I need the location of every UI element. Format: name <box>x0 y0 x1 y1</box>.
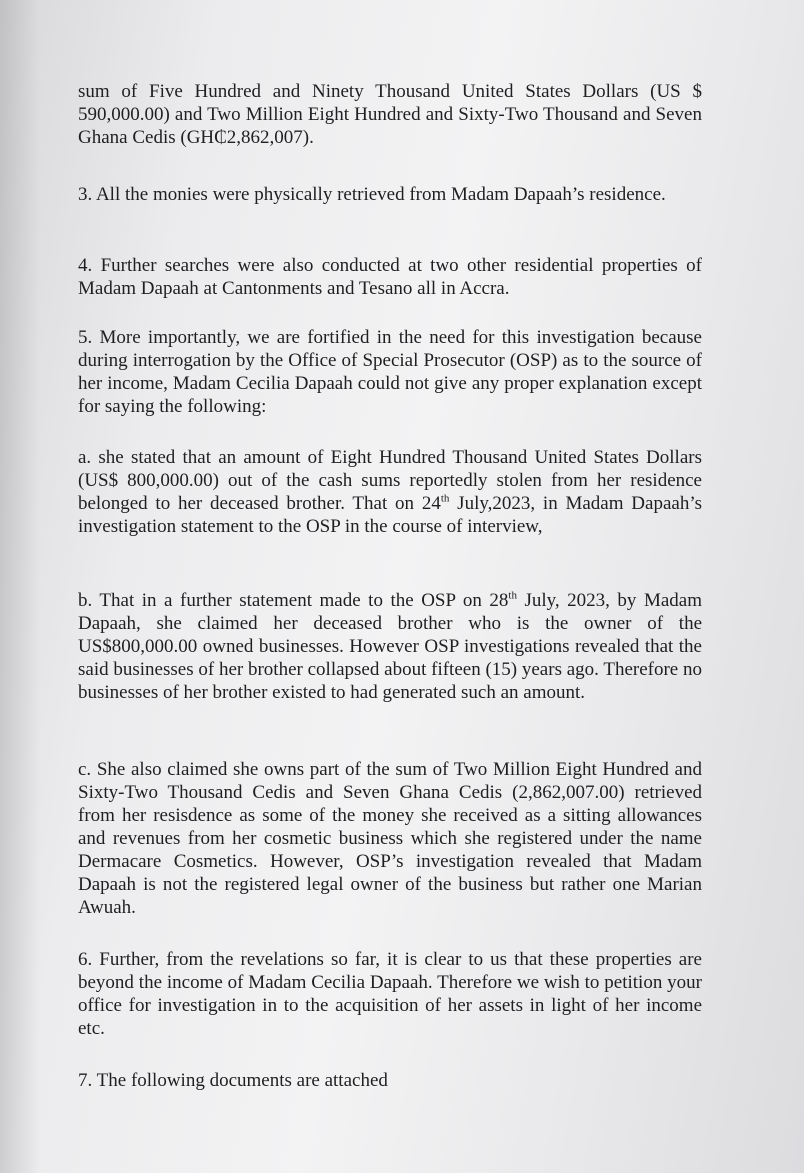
paragraph-6 <box>78 948 702 1040</box>
paragraph-7-text: 7. The following documents are attached <box>78 1070 388 1091</box>
paragraph-3 <box>78 183 702 206</box>
paragraph-a-text <box>78 446 702 538</box>
paragraph-c-text: c. She also claimed she owns part of the sum of Two Million Eight Hundred and Sixty-Two Thousand Cedis and Seven Ghana Cedis (2,862,007.00) retrieved from her resisdence as some of the money she received as a sitting allowances and revenues from her cosmetic business which she registered under the name Dermacare Cosmetics. However, OSP’s investigation revealed that Madam Dapaah is not the registered legal owner of the business but rather one Marian Awuah. <box>78 759 702 918</box>
paragraph-7 <box>78 1069 702 1092</box>
paragraph-a-sup: th <box>440 492 450 505</box>
page-shadow <box>0 0 40 1173</box>
paragraph-c <box>78 758 702 919</box>
paragraph-b-sup: th <box>508 589 517 602</box>
paragraph-4-text: 4. Further searches were also conducted at two other residential properties of Madam Dapaah at Cantonments and Tesano all in Accra. <box>78 255 702 299</box>
paragraph-5 <box>78 326 702 418</box>
paragraph-4 <box>78 254 702 300</box>
paragraph-b-part1: b. That in a further statement made to the OSP on 28 <box>78 590 509 611</box>
paragraph-b-text <box>78 589 702 704</box>
paragraph-a-part2: July,2023, in Madam Dapaah’s investigation statement to the OSP in the course of interview, <box>78 493 702 537</box>
paragraph-a-part1: a. she stated that an amount of Eight Hundred Thousand United States Dollars (US$ 800,000.00) out of the cash sums reportedly stolen from her residence belonged to her deceased brother. That on 24 <box>78 447 702 514</box>
paragraph-6-text: 6. Further, from the revelations so far, it is clear to us that these properties are beyond the income of Madam Cecilia Dapaah. Therefore we wish to petition your office for investigation in to the acquisition of her assets in light of her income etc. <box>78 949 702 1039</box>
paragraph-intro <box>78 80 702 149</box>
paragraph-3-text: 3. All the monies were physically retrieved from Madam Dapaah’s residence. <box>78 184 666 205</box>
paragraph-intro-text: sum of Five Hundred and Ninety Thousand United States Dollars (US $ 590,000.00) and Two Million Eight Hundred and Sixty-Two Thousand and Seven Ghana Cedis (GH₵2,862,007). <box>78 81 702 148</box>
paragraph-5-text: 5. More importantly, we are fortified in the need for this investigation because during interrogation by the Office of Special Prosecutor (OSP) as to the source of her income, Madam Cecilia Dapaah could not give any proper explanation except for saying the following: <box>78 327 702 417</box>
paragraph-b <box>78 589 702 704</box>
paragraph-b-part2: July, 2023, by Madam Dapaah, she claimed her deceased brother who is the owner of the US$800,000.00 owned businesses. However OSP investigations revealed that the said businesses of her brother collapsed about fifteen (15) years ago. Therefore no businesses of her brother existed to had generated such an amount. <box>78 590 702 703</box>
paragraph-a <box>78 446 702 538</box>
